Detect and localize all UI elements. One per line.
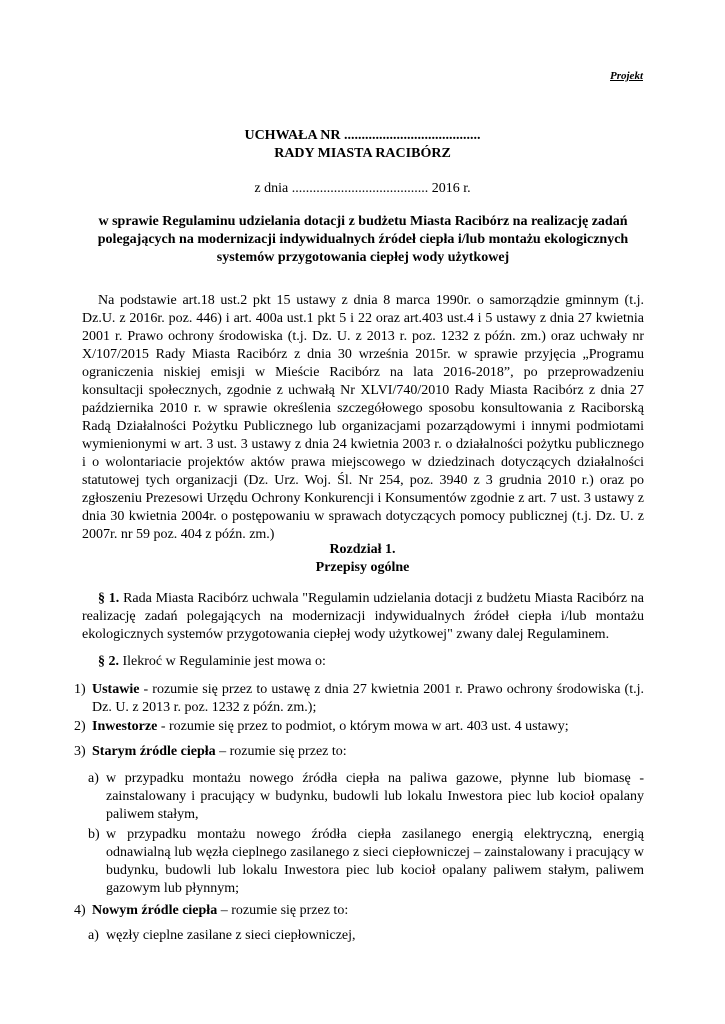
definition-3-text: – rozumie się przez to: bbox=[215, 744, 347, 759]
definition-3a: w przypadku montażu nowego źródła ciepła na paliwa gazowe, płynne lub biomasę - zainstalowany i pracujący w budynku, budowli lub lokalu Inwestora piec lub kocioł opalany paliwem stałym, bbox=[106, 771, 644, 822]
definition-1-number: 1) bbox=[74, 682, 86, 697]
definition-3-number: 3) bbox=[74, 744, 86, 759]
definition-4 bbox=[92, 902, 644, 920]
paragraph-2-label: § 2. bbox=[98, 654, 119, 669]
paragraph-2-text: Ilekroć w Regulaminie jest mowa o: bbox=[119, 654, 326, 669]
definition-4-term: Nowym źródle ciepła bbox=[92, 903, 218, 918]
title-line-2: RADY MIASTA RACIBÓRZ bbox=[274, 146, 451, 161]
definition-2-term: Inwestorze bbox=[92, 719, 158, 734]
definition-3-term: Starym źródle ciepła bbox=[92, 744, 216, 759]
chapter-title: Przepisy ogólne bbox=[315, 560, 410, 575]
chapter-number: Rozdział 1. bbox=[329, 542, 396, 557]
definition-4a: węzły cieplne zasilane z sieci ciepłowniczej, bbox=[106, 928, 356, 943]
title-line-1: UCHWAŁA NR ....................................... bbox=[244, 128, 481, 143]
definition-1-term: Ustawie bbox=[92, 682, 140, 697]
definition-3 bbox=[92, 743, 644, 761]
definition-3b-number: b) bbox=[88, 827, 100, 842]
definition-2 bbox=[92, 718, 644, 736]
resolution-title bbox=[0, 127, 725, 163]
definition-2-text: - rozumie się przez to podmiot, o którym mowa w art. 403 ust. 4 ustawy; bbox=[157, 719, 569, 734]
paragraph-2 bbox=[82, 653, 644, 671]
paragraph-1-text: Rada Miasta Racibórz uchwala "Regulamin udzielania dotacji z budżetu Miasta Racibórz na realizację zadań polegających na modernizacji indywidualnych źródeł ciepła i/lub montażu ekologicznych systemów przygotowania ciepłej wody użytkowej" zwany dalej Regulaminem. bbox=[82, 591, 644, 642]
resolution-subject: w sprawie Regulaminu udzielania dotacji z budżetu Miasta Racibórz na realizację zadań polegających na modernizacji indywidualnych źródeł ciepła i/lub montażu ekologicznych systemów przygotowania ciepłej wody użytkowej bbox=[97, 214, 629, 265]
resolution-date: z dnia ....................................... 2016 r. bbox=[254, 181, 471, 196]
definition-3a-number: a) bbox=[88, 771, 99, 786]
projekt-label: Projekt bbox=[610, 70, 643, 82]
paragraph-1-label: § 1. bbox=[98, 591, 120, 606]
definition-2-number: 2) bbox=[74, 719, 86, 734]
definition-3b: w przypadku montażu nowego źródła ciepła zasilanego energią elektryczną, energią odnawialną lub węzła cieplnego zasilanego z sieci ciepłowniczej – zainstalowany i pracujący w budynku, budowli lub lokalu Inwestora piec lub kocioł opalany paliwem stałym, paliwem gazowym lub płynnym; bbox=[106, 827, 644, 896]
definition-1-text: - rozumie się przez to ustawę z dnia 27 kwietnia 2001 r. Prawo ochrony środowiska (t.j. Dz. U. z 2013 r. poz. 1232 z późn. zm.); bbox=[92, 682, 644, 715]
preamble-paragraph: Na podstawie art.18 ust.2 pkt 15 ustawy z dnia 8 marca 1990r. o samorządzie gminnym (t.j. Dz.U. z 2016r. poz. 446) i art. 400a ust.1 pkt 5 i 22 oraz art.403 ust.4 i 5 ustawy z dnia 27 kwietnia 2001 r. Prawo ochrony środowiska (t.j. Dz. U. z 2013 r. poz. 1232 z późn. zm.) oraz uchwały nr X/107/2015 Rady Miasta Racibórz z dnia 30 września 2015r. w sprawie przyjęcia „Programu ograniczenia niskiej emisji w Mieście Racibórz na lata 2016-2018”, po przeprowadzeniu konsultacji społecznych, zgodnie z uchwałą Nr XLVI/740/2010 Rady Miasta Racibórz z dnia 27 października 2010 r. w sprawie określenia szczegółowego sposobu konsultowania z Raciborską Radą Działalności Pożytku Publicznego lub organizacjami pozarządowymi i innymi podmiotami wymienionymi w art. 3 ust. 3 ustawy z dnia 24 kwietnia 2003 r. o działalności pożytku publicznego i o wolontariacie projektów aktów prawa miejscowego w dziedzinach dotyczących działalności statutowej tych organizacji (Dz. Urz. Woj. Śl. Nr 254, poz. 3940 z 3 grudnia 2010 r.) oraz po zgłoszeniu Prezesowi Urzędu Ochrony Konkurencji i Konsumentów zgodnie z art. 7 ust. 3 ustawy z dnia 30 kwietnia 2004r. o postępowaniu w sprawach dotyczących pomocy publicznej (t.j. Dz. U. z 2007r. nr 59 poz. 404 z późn. zm.) bbox=[82, 293, 644, 542]
definition-4a-number: a) bbox=[88, 928, 99, 943]
chapter-heading bbox=[0, 541, 725, 577]
definition-4-number: 4) bbox=[74, 903, 86, 918]
definition-4-text: – rozumie się przez to: bbox=[217, 903, 349, 918]
paragraph-1 bbox=[82, 590, 644, 644]
definition-1 bbox=[92, 681, 644, 717]
